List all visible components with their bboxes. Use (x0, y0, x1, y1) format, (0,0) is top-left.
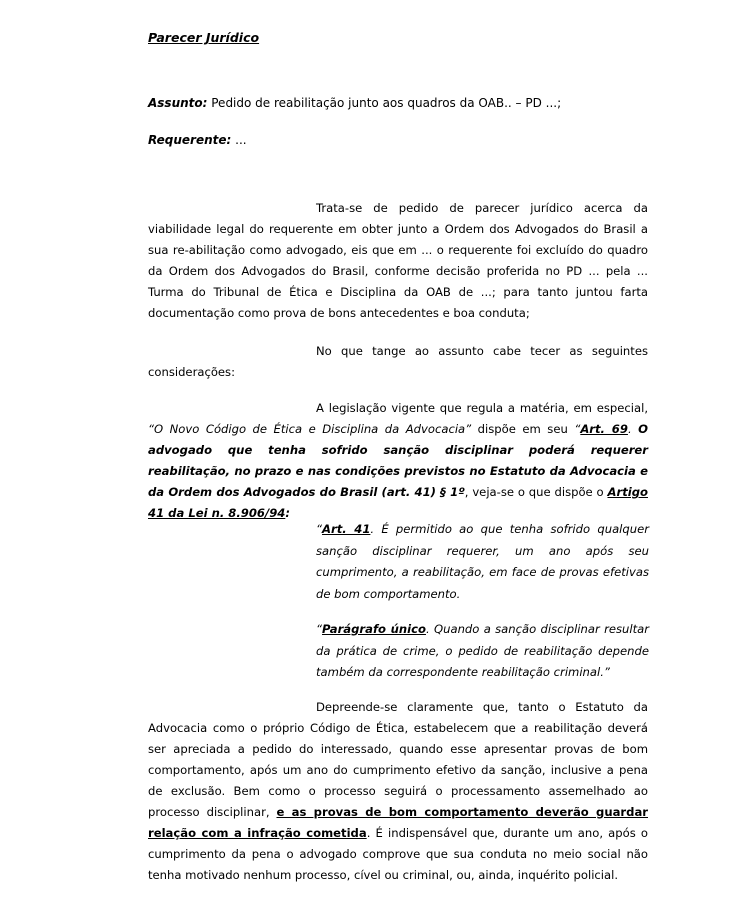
quote-paragrafo-text: . Quando a sanção disciplinar resultar da prática de crime, o pedido de reabilitação depende também da correspondente reabilitação criminal.” (316, 622, 649, 679)
assunto-value: Pedido de reabilitação junto aos quadros da OAB.. – PD ...; (207, 96, 562, 110)
legislacao-text-1: A legislação vigente que regula a matéria, em especial, (316, 401, 648, 415)
assunto-line (148, 96, 561, 110)
legislacao-text-2: dispõe em seu (471, 422, 575, 436)
conclusao-text-1: Depreende-se claramente que, tanto o Estatuto da Advocacia como o próprio Código de Ética, estabelecem que a reabilitação deverá ser apreciada a pedido do interessado, quando esse apresentar provas de bom comportamento, após um ano do cumprimento efetivo da sanção, inclusive a pena de exclusão. Bem como o processo seguirá o processamento assemelhado ao processo disciplinar, (148, 700, 648, 819)
quote-paragrafo-ref: Parágrafo único (322, 622, 426, 636)
artigo-41-ref: Artigo 41 da Lei n. 8.906/94 (148, 485, 648, 520)
quote-paragrafo-unico (316, 619, 649, 684)
requerente-line (148, 133, 247, 147)
quote-paragrafo-open: “ (316, 622, 323, 636)
art-69-sep: . (627, 422, 639, 436)
quote-mark: “ (574, 422, 581, 436)
legislacao-colon: : (285, 506, 290, 520)
quote-art-41 (316, 519, 649, 605)
conclusao-emphasis: e as provas de bom comportamento deverão guardar relação com a infração cometida (148, 805, 648, 840)
codigo-etica-title: “O Novo Código de Ética e Disciplina da Advocacia” (148, 422, 472, 436)
assunto-label: Assunto: (148, 96, 208, 110)
paragraph-consideracoes: No que tange ao assunto cabe tecer as seguintes considerações: (148, 344, 648, 379)
quote-art-41-text: . É permitido ao que tenha sofrido qualquer sanção disciplinar requerer, um ano após seu cumprimento, a reabilitação, em face de provas efetivas de bom comportamento. (316, 522, 649, 601)
legislacao-text-3: , veja-se o que dispõe o (464, 485, 608, 499)
quote-art-41-ref: Art. 41 (322, 522, 371, 536)
art-69-text: O advogado que tenha sofrido sanção disciplinar poderá requerer reabilitação, no prazo e nas condições previstos no Estatuto da Advocacia e da Ordem dos Advogados do Brasil (art. 41) § 1º (148, 422, 648, 499)
document-title: Parecer Jurídico (148, 30, 260, 45)
art-69-ref: Art. 69 (580, 422, 628, 436)
paragraph-intro: Trata-se de pedido de parecer jurídico acerca da viabilidade legal do requerente em obter junto a Ordem dos Advogados do Brasil a sua re-abilitação como advogado, eis que em ... o requerente foi excluído do quadro da Ordem dos Advogados do Brasil, conforme decisão proferida no PD ... pela ... Turma do Tribunal de Ética e Disciplina da OAB de ...; para tanto juntou farta documentação como prova de bons antecedentes e boa conduta; (148, 201, 648, 320)
paragraph-conclusao (148, 697, 648, 886)
quote-art-41-open: “ (316, 522, 323, 536)
paragraph-legislacao (148, 398, 648, 524)
conclusao-text-2: . É indispensável que, durante um ano, após o cumprimento da pena o advogado comprove que sua conduta no meio social não tenha motivado nenhum processo, cível ou criminal, ou, ainda, inquérito policial. (148, 826, 648, 882)
requerente-value: ... (231, 133, 247, 147)
requerente-label: Requerente: (148, 133, 232, 147)
